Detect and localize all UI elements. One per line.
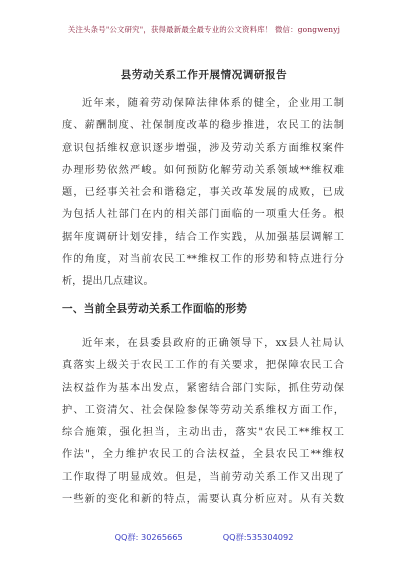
paragraph-line: 综合施策，强化担当，主动出击，落实"农民工**维权工	[62, 427, 344, 439]
paragraph-line: 据年度调研计划安排，结合工作实践，从加强基层调解工	[62, 231, 344, 243]
footer	[0, 532, 408, 543]
paragraph-2	[62, 333, 344, 511]
paragraph-line: 作法"，全力维护农民工的合法权益，全县农民工**维权	[62, 449, 344, 461]
paragraph-line: 护、工资清欠、社会保险参保等劳动关系维权方面工作，	[62, 404, 344, 416]
paragraph-line: 意识包括维权意识逐步增强，涉及劳动关系方面维权案件	[62, 142, 344, 154]
paragraph-line: 近年来，随着劳动保障法律体系的健全，企业用工制	[82, 98, 344, 109]
header-banner: 关注头条号"公文研究"，获得最新最全最专业的公文资料库！ 微信：gongwenyj	[67, 25, 341, 34]
paragraph-line: 题，已经事关社会和谐稳定，事关改革发展的成败，已成	[62, 187, 344, 199]
paragraph-line: 近年来，在县委县政府的正确领导下，xx县人社局认	[82, 338, 344, 349]
document-title: 县劳动关系工作开展情况调研报告	[120, 69, 288, 81]
paragraph-line: 一些新的变化和新的特点，需要认真分析应对。从有关数	[62, 494, 344, 506]
paragraph-line: 作的角度，对当前农民工**维权工作的形势和特点进行分	[62, 254, 344, 266]
footer-qq-group-1: QQ群: 30265665	[114, 532, 183, 542]
footer-qq-group-2: QQ群:535304092	[222, 532, 294, 542]
paragraph-line: 度、薪酬制度、社保制度改革的稳步推进，农民工的法制	[62, 120, 344, 132]
paragraph-line: 析，提出几点建议。	[62, 276, 154, 288]
paragraph-line: 办理形势依然严峻。如何预防化解劳动关系领域**维权难	[62, 164, 344, 176]
paragraph-line: 法权益作为基本出发点，紧密结合部门实际，抓住劳动保	[62, 382, 344, 394]
paragraph-1	[62, 93, 344, 294]
section-heading: 一、当前全县劳动关系工作面临的形势	[62, 303, 248, 315]
paragraph-line: 真落实上级关于农民工工作的有关要求，把保障农民工合	[62, 360, 344, 372]
paragraph-line: 工作取得了明显成效。但是，当前劳动关系工作又出现了	[62, 471, 344, 483]
paragraph-line: 为包括人社部门在内的相关部门面临的一项重大任务。根	[62, 209, 344, 221]
